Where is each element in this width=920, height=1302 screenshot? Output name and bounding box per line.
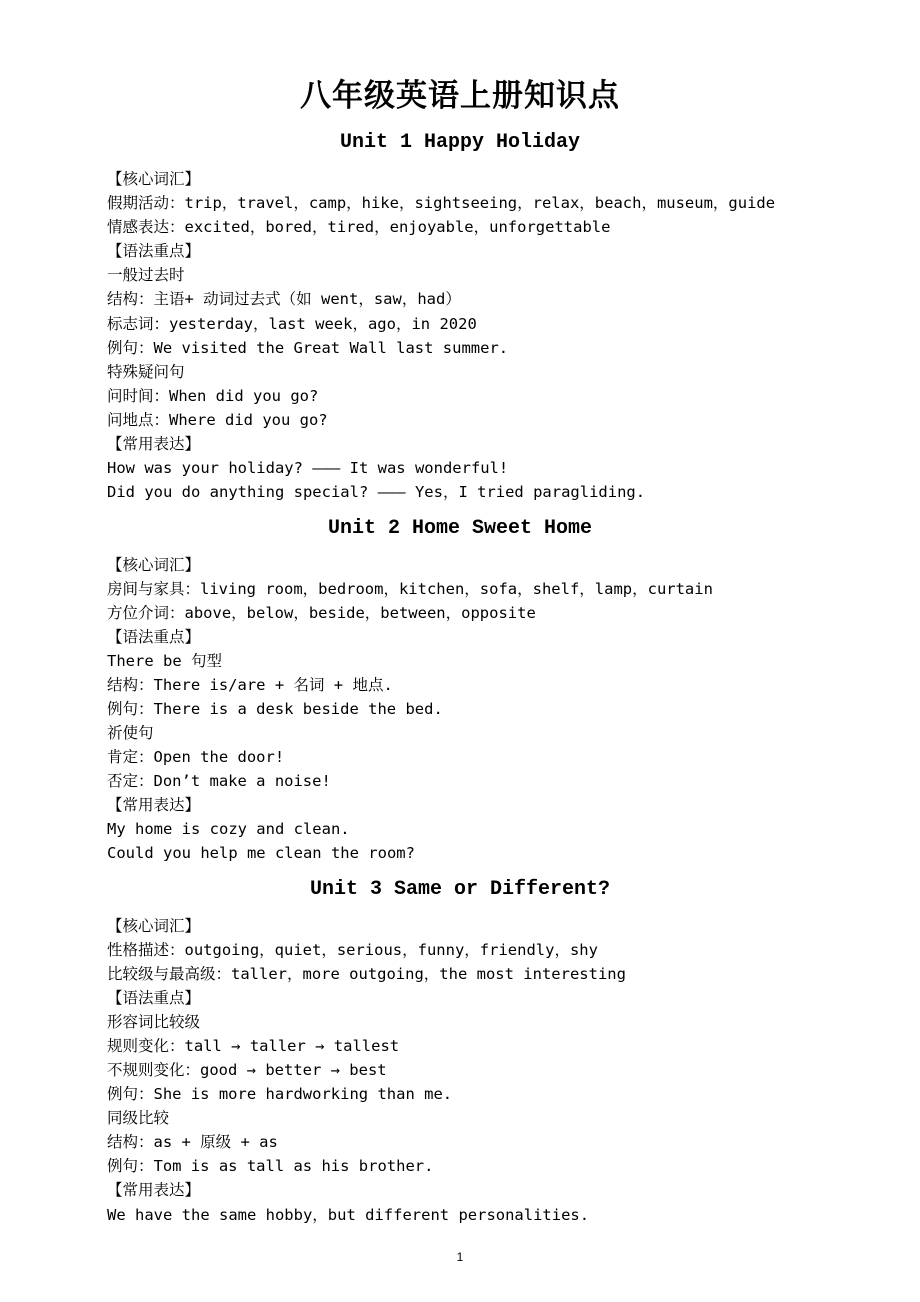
unit-1-line: 问时间：When did you go? — [107, 387, 319, 405]
unit-1-line: 特殊疑问句 — [107, 363, 185, 381]
unit-3-line: 性格描述：outgoing，quiet，serious，funny，friendly，shy — [107, 941, 598, 959]
unit-3-line: We have the same hobby，but different personalities. — [107, 1206, 590, 1224]
unit-2-line: 【核心词汇】 — [107, 556, 201, 574]
unit-3-line: 例句：Tom is as tall as his brother. — [107, 1157, 434, 1175]
unit-2-heading: Unit 2 Home Sweet Home — [327, 517, 593, 540]
unit-2-line: 【语法重点】 — [107, 628, 201, 646]
unit-1-line: How was your holiday? ——— It was wonderful! — [107, 459, 509, 477]
page-number: 1 — [456, 1250, 464, 1264]
unit-1-line: 【核心词汇】 — [107, 170, 201, 188]
unit-1-line: Did you do anything special? ——— Yes，I tried paragliding. — [107, 483, 646, 501]
unit-2-line: 例句：There is a desk beside the bed. — [107, 700, 443, 718]
unit-2-line: 【常用表达】 — [107, 796, 201, 814]
unit-1-line: 一般过去时 — [107, 266, 185, 284]
unit-3-line: 形容词比较级 — [107, 1013, 201, 1031]
unit-3-line: 【核心词汇】 — [107, 917, 201, 935]
unit-3-heading: Unit 3 Same or Different? — [309, 878, 611, 901]
unit-1-line: 【常用表达】 — [107, 435, 201, 453]
unit-3-line: 结构：as + 原级 + as — [107, 1133, 278, 1151]
unit-1-line: 标志词：yesterday，last week，ago，in 2020 — [107, 315, 477, 333]
unit-2-line: 方位介词：above，below，beside，between，opposite — [107, 604, 536, 622]
unit-1-line: 结构：主语+ 动词过去式（如 went，saw，had） — [107, 290, 461, 308]
page-title: 八年级英语上册知识点 — [300, 78, 620, 114]
unit-1-line: 【语法重点】 — [107, 242, 201, 260]
unit-1-line: 问地点：Where did you go? — [107, 411, 328, 429]
unit-2-line: 否定：Don’t make a noise! — [107, 772, 331, 790]
unit-2-line: 祈使句 — [107, 724, 154, 742]
unit-2-line: 肯定：Open the door! — [107, 748, 285, 766]
unit-3-line: 【常用表达】 — [107, 1181, 201, 1199]
unit-1-line: 情感表达：excited，bored，tired，enjoyable，unforgettable — [107, 218, 611, 236]
unit-2-line: My home is cozy and clean. — [107, 820, 350, 838]
unit-2-line: Could you help me clean the room? — [107, 844, 415, 862]
unit-3-line: 不规则变化：good → better → best — [107, 1061, 387, 1079]
unit-3-line: 例句：She is more hardworking than me. — [107, 1085, 453, 1103]
unit-1-heading: Unit 1 Happy Holiday — [339, 131, 581, 154]
unit-3-line: 【语法重点】 — [107, 989, 201, 1007]
unit-3-line: 同级比较 — [107, 1109, 170, 1127]
unit-2-line: 房间与家具：living room，bedroom，kitchen，sofa，shelf，lamp，curtain — [107, 580, 713, 598]
unit-3-line: 规则变化：tall → taller → tallest — [107, 1037, 400, 1055]
unit-2-line: 结构：There is/are + 名词 + 地点. — [107, 676, 393, 694]
unit-2-line: There be 句型 — [107, 652, 222, 670]
unit-1-line: 假期活动：trip，travel，camp，hike，sightseeing，relax，beach，museum，guide — [107, 194, 776, 212]
unit-3-line: 比较级与最高级：taller，more outgoing，the most interesting — [107, 965, 626, 983]
unit-1-line: 例句：We visited the Great Wall last summer. — [107, 339, 509, 357]
